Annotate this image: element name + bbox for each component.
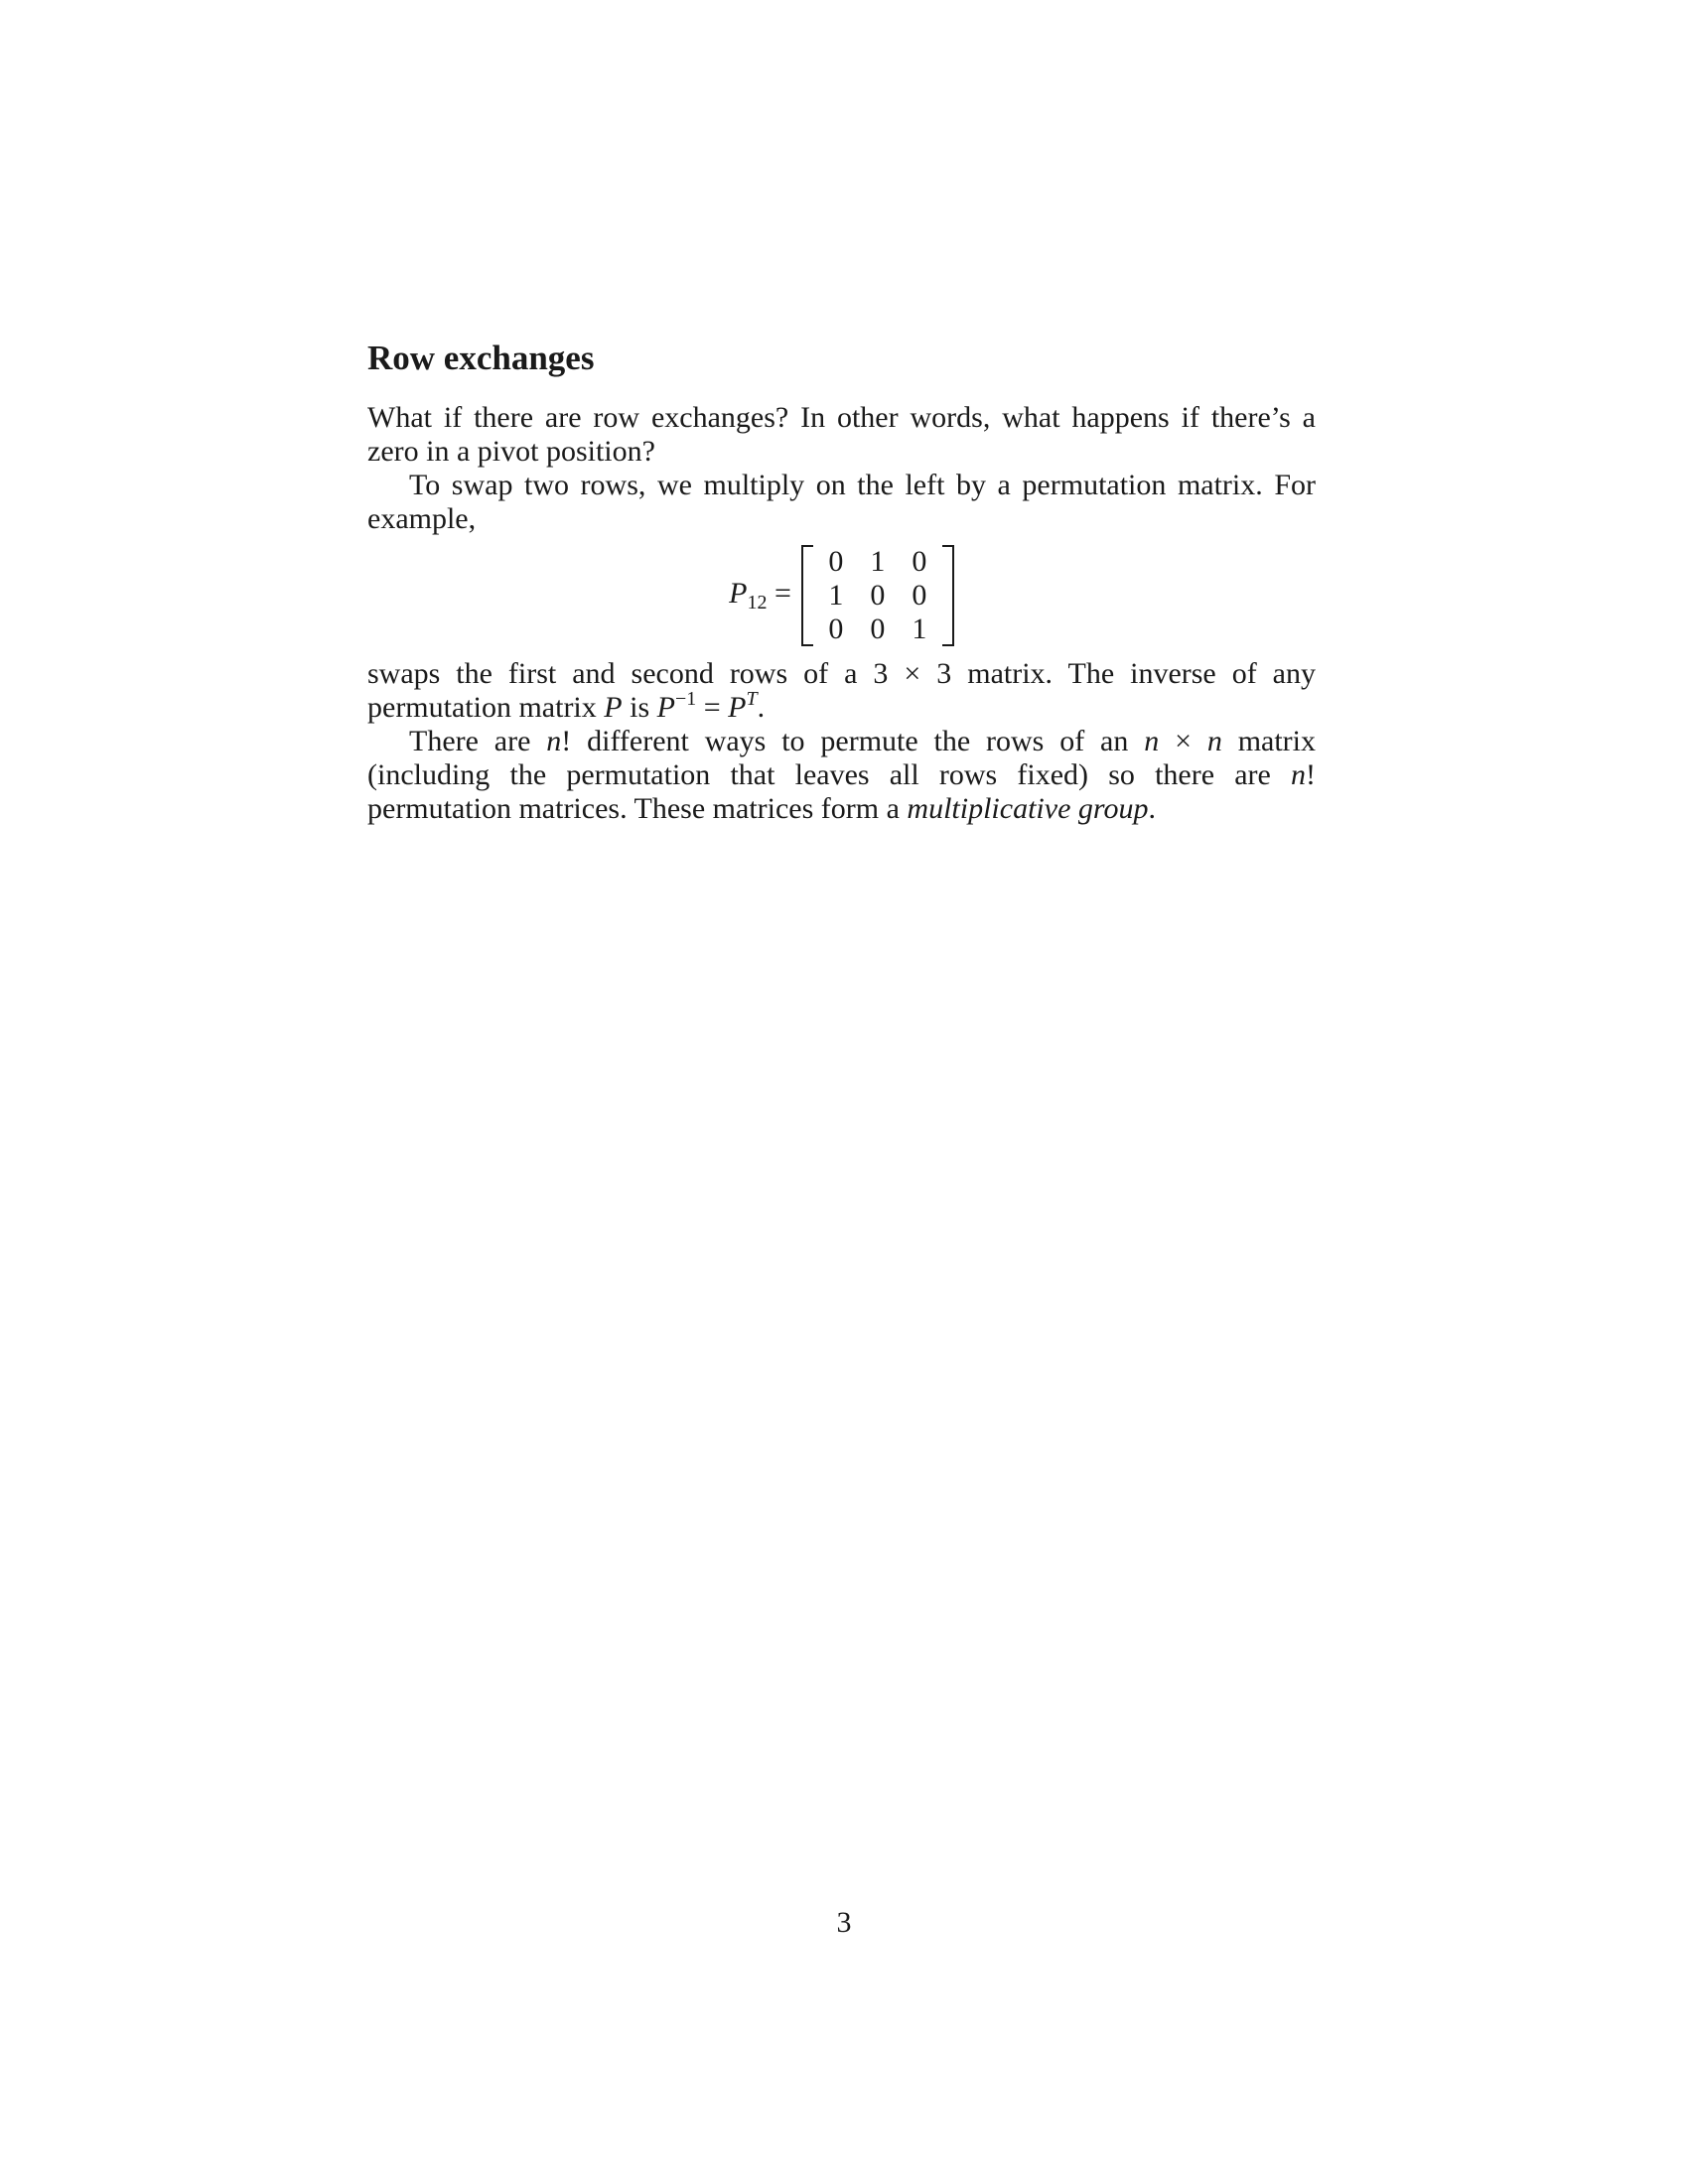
matrix-cell: 1 <box>828 579 844 612</box>
left-bracket <box>801 545 813 646</box>
matrix-cell: 0 <box>828 545 844 578</box>
paragraph-row-exchanges: What if there are row exchanges? In other words, what happens if there’s a zero in a pivot position? <box>367 401 1316 468</box>
matrix-cell: 0 <box>870 579 886 612</box>
paragraph-swap-rows: To swap two rows, we multiply on the left by a permutation matrix. For example, <box>367 469 1316 535</box>
page-content <box>367 338 1316 826</box>
equation-subscript: 12 <box>747 592 768 614</box>
math-variable: n <box>1144 725 1160 757</box>
math-variable: n <box>546 725 562 757</box>
text-run: × <box>1159 725 1207 757</box>
paragraph-inverse <box>367 657 1316 725</box>
math-superscript: T <box>746 688 758 710</box>
permutation-matrix <box>801 545 954 646</box>
math-superscript: −1 <box>674 688 697 710</box>
matrix-cell: 0 <box>870 613 886 645</box>
math-variable: P <box>728 691 747 724</box>
text-run: is <box>622 691 657 724</box>
text-run: matrix (including the permutation that leaves all rows fixed) so there are <box>367 725 1317 791</box>
matrix-cell: 1 <box>870 545 886 578</box>
text-run: ! permutation matrices. These matrices form a <box>367 758 1316 825</box>
math-variable: P <box>604 691 623 724</box>
text-run: = <box>696 691 729 724</box>
paragraph-permutations <box>367 725 1316 826</box>
math-variable: P <box>656 691 675 724</box>
text-run: . <box>1148 792 1156 825</box>
matrix-cell: 0 <box>912 579 927 612</box>
equation-symbol: P <box>729 577 748 610</box>
math-variable: n <box>1206 725 1222 757</box>
matrix-cell: 1 <box>912 613 927 645</box>
emphasis-term: multiplicative group <box>907 792 1149 825</box>
equation-lhs <box>729 577 791 614</box>
page-number: 3 <box>836 1906 852 1939</box>
text-run: swaps the first and second rows of a 3 × 3 matrix. The inverse of any permutation matrix <box>367 657 1316 724</box>
text-run: There are <box>409 725 547 757</box>
matrix-cell: 0 <box>912 545 927 578</box>
permutation-matrix-equation <box>367 544 1316 647</box>
math-variable: n <box>1291 758 1306 791</box>
matrix-cell: 0 <box>828 613 844 645</box>
equals-sign: = <box>774 577 791 610</box>
section-title: Row exchanges <box>367 339 595 377</box>
right-bracket <box>942 545 954 646</box>
text-run: . <box>757 691 766 724</box>
text-run: ! different ways to permute the rows of an <box>561 725 1145 757</box>
